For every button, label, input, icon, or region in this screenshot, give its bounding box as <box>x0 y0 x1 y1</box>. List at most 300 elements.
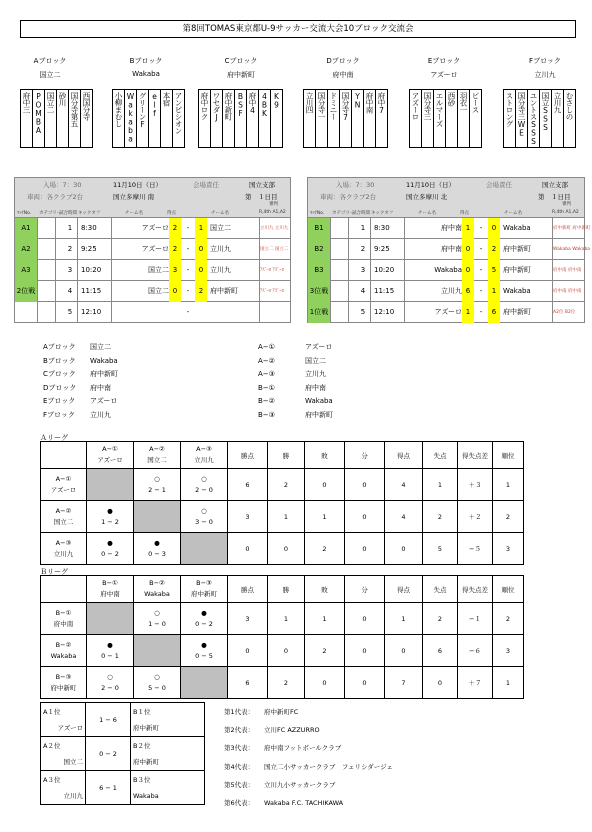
away-team: 府中新町 <box>503 245 531 253</box>
list-key: Fブロック <box>43 410 75 419</box>
list-key: B−② <box>258 397 275 405</box>
team-name-cell: 国立二 <box>44 89 57 148</box>
col-category: カテゴリー <box>39 211 62 216</box>
block-name: Bブロック <box>129 57 163 65</box>
stat-header: 勝点 <box>228 576 268 603</box>
list-item <box>43 382 118 396</box>
team-name-cell: Wakaba <box>124 89 137 148</box>
match-number: 5 <box>67 308 73 316</box>
team-name-cell: アズーロ <box>409 89 422 148</box>
away-team: 立川九 <box>210 245 231 253</box>
stat-header: 失点 <box>423 576 458 603</box>
final-right-team: Wakaba <box>131 788 205 805</box>
result-mark: ○ <box>201 474 207 483</box>
kickoff-time: 8:30 <box>81 224 97 232</box>
team-name-cell: 府中新町 <box>222 89 235 148</box>
representative-team: Wakaba F.C. TACHIKAWA <box>264 798 344 807</box>
away-team: 立川九 <box>210 266 231 274</box>
score-dash: - <box>479 224 483 232</box>
league-row <box>41 603 524 635</box>
result-cell <box>134 667 181 699</box>
referee-assignment: ｱｽﾞｰﾛ ｱｽﾞｰﾛ <box>260 289 284 294</box>
home-team: アズーロ <box>434 308 462 316</box>
final-score: 6 − 1 <box>86 771 131 805</box>
block-team-group <box>503 89 575 148</box>
stat-value: 4 <box>385 501 423 533</box>
column-divider <box>348 239 349 260</box>
team-name-cell: ワセダJ <box>210 89 223 148</box>
result-score: 0 − 3 <box>148 549 166 558</box>
venue-name: 国立多摩川 南 <box>113 193 155 201</box>
result-cell <box>134 533 181 565</box>
match-number: 1 <box>67 224 73 232</box>
team-name-cell: ストロング <box>503 89 516 148</box>
representative-rank: 第4代表： <box>224 762 255 771</box>
match-schedule-left <box>14 177 291 323</box>
score-dash: - <box>186 308 190 316</box>
result-cell <box>181 501 228 533</box>
team-name-cell: 立川九 <box>551 89 564 148</box>
representative-rank: 第2代表： <box>224 726 255 735</box>
row-seed: B−① <box>55 608 72 617</box>
team-name-cell: 府中三 <box>20 89 33 148</box>
row-seed: A−① <box>55 474 72 483</box>
opponent-header <box>87 442 134 469</box>
manager-name: 国立支部 <box>542 181 568 189</box>
team-name-cell: ドミニー <box>327 89 340 148</box>
team-name-cell: 府中南 <box>363 89 376 148</box>
list-item <box>258 341 333 355</box>
representative-row <box>224 739 393 757</box>
list-key: Cブロック <box>43 370 76 378</box>
home-team: 国立二 <box>148 266 169 274</box>
list-item <box>258 395 333 409</box>
final-score: 1 − 6 <box>86 703 131 737</box>
away-team: Wakaba <box>503 287 531 295</box>
row-team-cell <box>41 603 87 635</box>
stat-value: 1 <box>305 603 345 635</box>
stat-value: 1 <box>385 603 423 635</box>
list-key: B−③ <box>258 410 275 419</box>
team-name-cell: 立川四 <box>303 89 316 148</box>
representative-rank: 第3代表： <box>224 744 255 753</box>
stat-value: ＋７ <box>458 667 493 699</box>
match-code: A3 <box>15 260 37 281</box>
column-divider <box>77 302 78 323</box>
col-time: 試合時間 <box>59 211 77 216</box>
home-team <box>115 302 169 323</box>
result-mark: ● <box>154 538 160 547</box>
column-divider <box>404 302 405 323</box>
col-referee: R,4th A1,A2 <box>259 210 286 215</box>
entry-time: 入場：7：30 <box>336 181 375 189</box>
stat-value: −５ <box>458 533 493 565</box>
opponent-team: 国立二 <box>147 456 167 464</box>
result-stack <box>181 506 227 528</box>
score-dash: - <box>479 287 483 295</box>
block-name: Dブロック <box>326 57 360 65</box>
away-score: 5 <box>488 260 500 281</box>
column-divider <box>111 302 112 323</box>
stat-header: 勝 <box>268 576 305 603</box>
list-value: 立川九 <box>90 410 111 419</box>
stat-value: ＋２ <box>458 501 493 533</box>
match-code: B2 <box>308 239 330 260</box>
stat-value: ＋３ <box>458 469 493 501</box>
corner-cell <box>41 576 87 603</box>
opponent-header-stack <box>181 444 227 466</box>
referee-assignment: 府中新町 府中新町 <box>553 226 591 231</box>
referee-assignment: 府中南 府中南 <box>553 289 582 294</box>
team-name-cell: 国分寺7 <box>339 89 352 148</box>
team-name-cell: ピース <box>469 89 482 148</box>
block-name: Eブロック <box>427 57 461 65</box>
result-cell <box>87 635 134 667</box>
self-match-cell <box>87 603 134 635</box>
stat-header: 順位 <box>493 442 524 469</box>
match-code: B1 <box>308 218 330 239</box>
stat-header: 敗 <box>305 442 345 469</box>
stat-header: 順位 <box>493 576 524 603</box>
representative-team: 立川九小サッカークラブ <box>264 780 336 789</box>
stat-value: 1 <box>268 603 305 635</box>
block-host: アズーロ <box>430 71 458 79</box>
column-divider <box>37 218 38 239</box>
league-row <box>41 667 524 699</box>
column-divider <box>348 260 349 281</box>
home-team: 府中南 <box>441 224 462 232</box>
home-team: 立川九 <box>441 287 462 295</box>
column-divider <box>111 260 112 281</box>
list-value: アズーロ <box>305 343 333 351</box>
home-team: Wakaba <box>434 266 462 274</box>
result-mark: ● <box>107 640 113 649</box>
row-team-cell <box>41 533 87 565</box>
column-divider <box>55 281 56 302</box>
team-name-cell: むさしの <box>563 89 576 148</box>
row-seed: B−③ <box>55 672 72 681</box>
result-score: 2 − 0 <box>195 485 213 494</box>
col-score: 得点 <box>167 211 176 216</box>
final-left-rank: A１位 <box>41 703 86 720</box>
away-score: 0 <box>195 239 207 260</box>
list-key: B−① <box>258 383 275 392</box>
final-right-rank: B２位 <box>131 737 205 754</box>
away-score <box>195 302 207 323</box>
match-code: 2位戦 <box>15 281 37 302</box>
row-team-stack <box>41 608 86 630</box>
away-team: Wakaba <box>503 224 531 232</box>
final-right-team: 府中新町 <box>131 720 205 737</box>
column-divider <box>330 260 331 281</box>
block-team-group <box>198 89 282 148</box>
representative-rank: 第1代表： <box>224 708 255 716</box>
column-divider <box>330 239 331 260</box>
kickoff-time: 11:15 <box>81 287 102 295</box>
team-name-cell: アンビシオン <box>172 89 185 148</box>
stat-value: 2 <box>493 501 524 533</box>
result-score: 0 − 5 <box>195 651 213 660</box>
kickoff-time: 12:10 <box>81 308 102 316</box>
venue-name: 国立多摩川 北 <box>406 193 448 201</box>
column-divider <box>37 302 38 323</box>
home-team: 国立二 <box>148 287 169 295</box>
final-right-rank: B３位 <box>131 771 205 788</box>
stat-value: 0 <box>345 635 385 667</box>
match-date: 11月10日（日） <box>406 181 456 189</box>
self-match-cell <box>87 469 134 501</box>
stat-value: 1 <box>493 469 524 501</box>
result-stack <box>134 672 180 694</box>
away-team: 府中新町 <box>503 266 531 274</box>
match-row <box>15 260 290 281</box>
home-score: 6 <box>462 281 474 302</box>
stat-value: 5 <box>423 533 458 565</box>
referee-assignment: 府中南 府中南 <box>553 268 582 273</box>
stat-value: 6 <box>228 667 268 699</box>
result-stack <box>87 640 133 662</box>
team-name-cell: POMBA <box>32 89 45 148</box>
representative-row <box>224 703 393 721</box>
kickoff-time: 10:20 <box>81 266 102 274</box>
final-row-top <box>41 703 205 720</box>
match-code: A2 <box>15 239 37 260</box>
team-name-cell: 羽衣一 <box>457 89 470 148</box>
representative-rank: 第6代表： <box>224 798 255 807</box>
stat-value: 3 <box>228 501 268 533</box>
block-name: Cブロック <box>224 57 258 65</box>
row-team-stack <box>41 640 86 662</box>
opponent-header-stack <box>134 578 180 600</box>
score-dash: - <box>186 245 190 253</box>
league-row <box>41 501 524 533</box>
away-score: 6 <box>488 302 500 323</box>
result-stack <box>134 608 180 630</box>
block-team-group <box>409 89 481 148</box>
final-row-top <box>41 771 205 788</box>
column-divider <box>404 281 405 302</box>
result-stack <box>181 474 227 496</box>
column-divider <box>370 218 371 239</box>
referee-assignment: A2位 B2位 <box>553 310 576 315</box>
list-key: Aブロック <box>43 343 76 351</box>
stat-value: 0 <box>345 533 385 565</box>
column-divider <box>259 239 260 260</box>
result-stack <box>181 608 227 630</box>
match-code: 3位戦 <box>308 281 330 302</box>
result-stack <box>87 672 133 694</box>
col-score: 得点 <box>460 211 469 216</box>
away-score: 0 <box>488 218 500 239</box>
stat-header: 敗 <box>305 576 345 603</box>
team-name-cell: 国分寺第五 <box>68 89 81 148</box>
home-score: 2 <box>169 218 181 239</box>
final-left-team: 立川九 <box>41 788 86 805</box>
team-name-cell: 府中ロク <box>198 89 211 148</box>
result-mark: ○ <box>201 506 207 515</box>
representative-team: 国立二小サッカークラブ フェリシダージェ <box>264 762 394 771</box>
day-number: 第 １日目 <box>245 193 278 201</box>
referee-label: 審判 <box>562 202 571 207</box>
column-divider <box>111 239 112 260</box>
result-stack <box>134 474 180 496</box>
match-row <box>15 239 290 260</box>
stat-header: 得点 <box>385 442 423 469</box>
match-row <box>308 218 591 239</box>
block-team-group <box>303 89 387 148</box>
representatives-list <box>224 703 393 812</box>
list-value: 国立二 <box>90 343 111 351</box>
stat-value: −１ <box>458 603 493 635</box>
team-name-cell: 4BK <box>258 89 271 148</box>
stat-value: 0 <box>228 635 268 667</box>
column-divider <box>77 239 78 260</box>
stat-value: 3 <box>493 635 524 667</box>
col-team-away: チーム名 <box>504 211 522 216</box>
match-row <box>308 260 584 281</box>
final-score: 0 − 2 <box>86 737 131 771</box>
kickoff-time: 9:25 <box>374 245 390 253</box>
list-key: Dブロック <box>43 383 77 392</box>
representative-row <box>224 794 393 812</box>
row-seed: A−② <box>55 506 72 515</box>
referee-assignment <box>260 302 292 323</box>
stat-value: 2 <box>423 603 458 635</box>
match-schedule-right <box>307 177 591 323</box>
col-team-home: チーム名 <box>418 211 436 216</box>
list-value: Wakaba <box>90 356 118 365</box>
column-divider <box>404 218 405 239</box>
home-score: 2 <box>169 239 181 260</box>
column-divider <box>111 218 112 239</box>
home-score <box>169 302 181 323</box>
stat-header: 得失点差 <box>458 442 493 469</box>
row-team: 府中南 <box>53 619 74 628</box>
representative-row <box>224 776 393 794</box>
stat-value: 0 <box>345 667 385 699</box>
representative-team: 立川FC AZZURRO <box>264 726 320 735</box>
referee-label: 審判 <box>269 202 278 207</box>
column-divider <box>552 239 553 260</box>
result-mark: ○ <box>154 672 160 681</box>
column-divider <box>552 302 553 323</box>
stat-value: 2 <box>305 533 345 565</box>
col-category: カテゴリー <box>332 211 355 216</box>
kickoff-time: 10:20 <box>374 266 395 274</box>
opponent-header-stack <box>87 578 133 600</box>
final-row-top <box>41 737 205 754</box>
league-a-label: Ａリーグ <box>40 434 68 442</box>
col-referee: R,4th A1,A2 <box>552 210 579 215</box>
opponent-team: Wakaba <box>144 590 170 598</box>
final-right-team: 府中新町 <box>131 754 205 771</box>
stat-value: 2 <box>268 667 305 699</box>
stat-value: 6 <box>228 469 268 501</box>
row-team: 府中新町 <box>50 683 77 692</box>
opponent-seed: A−② <box>149 445 165 453</box>
match-row <box>308 239 591 260</box>
team-name-cell: 西国分寺 <box>80 89 93 148</box>
opponent-header <box>87 576 134 603</box>
row-team: 国立二 <box>53 517 74 526</box>
list-value: 立川九 <box>305 370 326 378</box>
column-divider <box>348 302 349 323</box>
stat-value: 6 <box>423 635 458 667</box>
panel-header <box>308 178 584 218</box>
match-number: 5 <box>360 308 366 316</box>
league-b-table <box>40 575 524 699</box>
stat-value: 2 <box>268 469 305 501</box>
result-score: 1 − 0 <box>148 619 166 628</box>
home-score: 0 <box>169 281 181 302</box>
match-number: 3 <box>67 266 73 274</box>
stat-header: 失点 <box>423 442 458 469</box>
stat-value: 0 <box>305 469 345 501</box>
result-mark: ○ <box>154 608 160 617</box>
list-value: アズーロ <box>90 397 118 405</box>
stat-value: 0 <box>385 533 423 565</box>
column-divider <box>37 281 38 302</box>
final-left-rank: A３位 <box>41 771 86 788</box>
row-team-cell <box>41 667 87 699</box>
final-left-team: アズーロ <box>41 720 86 737</box>
list-item <box>258 355 333 369</box>
list-value: 府中南 <box>90 383 111 392</box>
block-host: 国立二 <box>39 71 61 79</box>
opponent-header <box>134 576 181 603</box>
result-score: 0 − 1 <box>101 651 119 660</box>
result-mark: ● <box>201 608 207 617</box>
stat-value: 0 <box>345 469 385 501</box>
parking-info: 車両：各クラブ2台 <box>27 193 84 201</box>
column-divider <box>370 260 371 281</box>
column-divider <box>77 218 78 239</box>
result-cell <box>87 533 134 565</box>
team-name-cell: エルマーズ <box>433 89 446 148</box>
team-name-cell: 西砂 <box>445 89 458 148</box>
column-divider <box>330 281 331 302</box>
league-b-label: Ｂリーグ <box>40 568 68 576</box>
away-team: 府中新町 <box>503 308 531 316</box>
list-key: Eブロック <box>43 397 76 405</box>
result-stack <box>134 538 180 560</box>
manager-label: 会場責任 <box>193 181 219 189</box>
match-number: 2 <box>360 245 366 253</box>
league-row <box>41 533 524 565</box>
row-team-stack <box>41 474 86 496</box>
result-stack <box>87 506 133 528</box>
column-divider <box>370 281 371 302</box>
opponent-header <box>134 442 181 469</box>
col-match: ﾏｯﾁNo. <box>17 211 32 216</box>
result-score: 0 − 2 <box>195 619 213 628</box>
stat-value: 2 <box>423 501 458 533</box>
opponent-header-stack <box>87 444 133 466</box>
list-item <box>43 355 118 369</box>
result-stack <box>87 538 133 560</box>
match-row <box>308 281 584 302</box>
score-dash: - <box>479 266 483 274</box>
kickoff-time: 9:25 <box>81 245 97 253</box>
score-dash: - <box>479 245 483 253</box>
away-score: 1 <box>488 281 500 302</box>
row-team-stack <box>41 672 86 694</box>
result-cell <box>87 667 134 699</box>
column-divider <box>259 281 260 302</box>
self-match-cell <box>181 533 228 565</box>
stat-value: 3 <box>493 533 524 565</box>
column-divider <box>404 260 405 281</box>
